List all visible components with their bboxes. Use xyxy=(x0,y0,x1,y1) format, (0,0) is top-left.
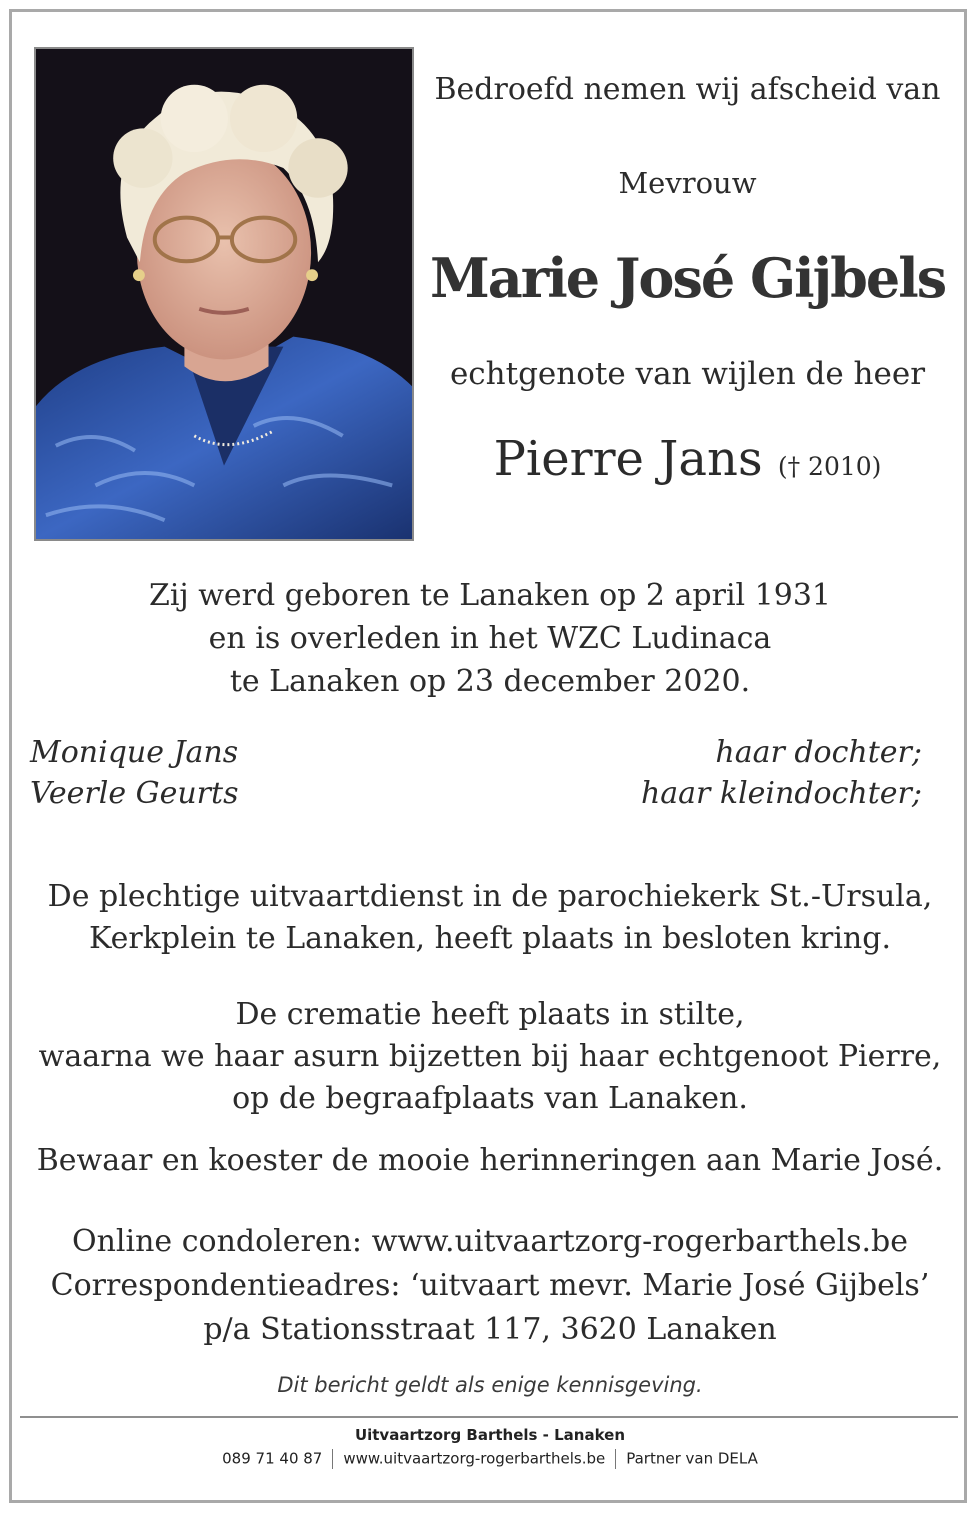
intro-text: Bedroefd nemen wij afscheid van xyxy=(434,72,941,107)
notice-text: Dit bericht geldt als enige kennisgeving. xyxy=(277,1373,703,1397)
footer-divider xyxy=(20,1416,958,1418)
birth-death-paragraph xyxy=(0,574,980,703)
portrait-photo xyxy=(34,47,414,541)
partner-text: Partner van DELA xyxy=(626,1449,758,1468)
cremation-line: waarna we haar asurn bijzetten bij haar echtgenoot Pierre, xyxy=(38,1039,942,1074)
family-relation: haar kleindochter; xyxy=(640,776,922,811)
funeral-line: De plechtige uitvaartdienst in de parochiekerk St.-Ursula, xyxy=(47,879,933,914)
cremation-line: De crematie heeft plaats in stilte, xyxy=(235,997,745,1032)
family-name: Veerle Geurts xyxy=(30,776,239,811)
spouse-intro: echtgenote van wijlen de heer xyxy=(449,356,926,392)
spouse-name: Pierre Jans xyxy=(493,431,763,487)
funeral-line: Kerkplein te Lanaken, heeft plaats in besloten kring. xyxy=(89,921,891,956)
separator xyxy=(615,1449,616,1469)
family-names xyxy=(30,732,238,814)
title-prefix: Mevrouw xyxy=(618,166,757,200)
street-address-line: p/a Stationsstraat 117, 3620 Lanaken xyxy=(203,1312,777,1347)
cremation-paragraph xyxy=(0,994,980,1120)
spouse-death-year: († 2010) xyxy=(777,452,882,481)
cremation-line: op de begraafplaats van Lanaken. xyxy=(232,1081,748,1116)
website-link[interactable]: www.uitvaartzorg-rogerbarthels.be xyxy=(343,1449,606,1468)
deceased-name: Marie José Gijbels xyxy=(430,246,946,310)
footer-contact xyxy=(0,1449,980,1469)
family-name: Monique Jans xyxy=(30,735,239,770)
birth-line: Zij werd geboren te Lanaken op 2 april 1931 xyxy=(148,578,832,613)
funeral-paragraph xyxy=(0,876,980,960)
remembrance-text: Bewaar en koester de mooie herinneringen aan Marie José. xyxy=(36,1143,944,1178)
funeral-home-name: Uitvaartzorg Barthels - Lanaken xyxy=(354,1426,626,1444)
family-relations xyxy=(641,732,922,814)
death-place-line: en is overleden in het WZC Ludinaca xyxy=(208,621,772,656)
family-relation: haar dochter; xyxy=(715,735,922,770)
spouse-line xyxy=(430,431,945,487)
condolence-paragraph xyxy=(0,1220,980,1352)
correspondence-address-line: Correspondentieadres: ‘uitvaart mevr. Marie José Gijbels’ xyxy=(50,1268,930,1303)
death-date-line: te Lanaken op 23 december 2020. xyxy=(229,664,751,699)
phone-number: 089 71 40 87 xyxy=(222,1449,323,1468)
online-condolence-line: Online condoleren: www.uitvaartzorg-rogerbarthels.be xyxy=(72,1224,908,1259)
separator xyxy=(332,1449,333,1469)
